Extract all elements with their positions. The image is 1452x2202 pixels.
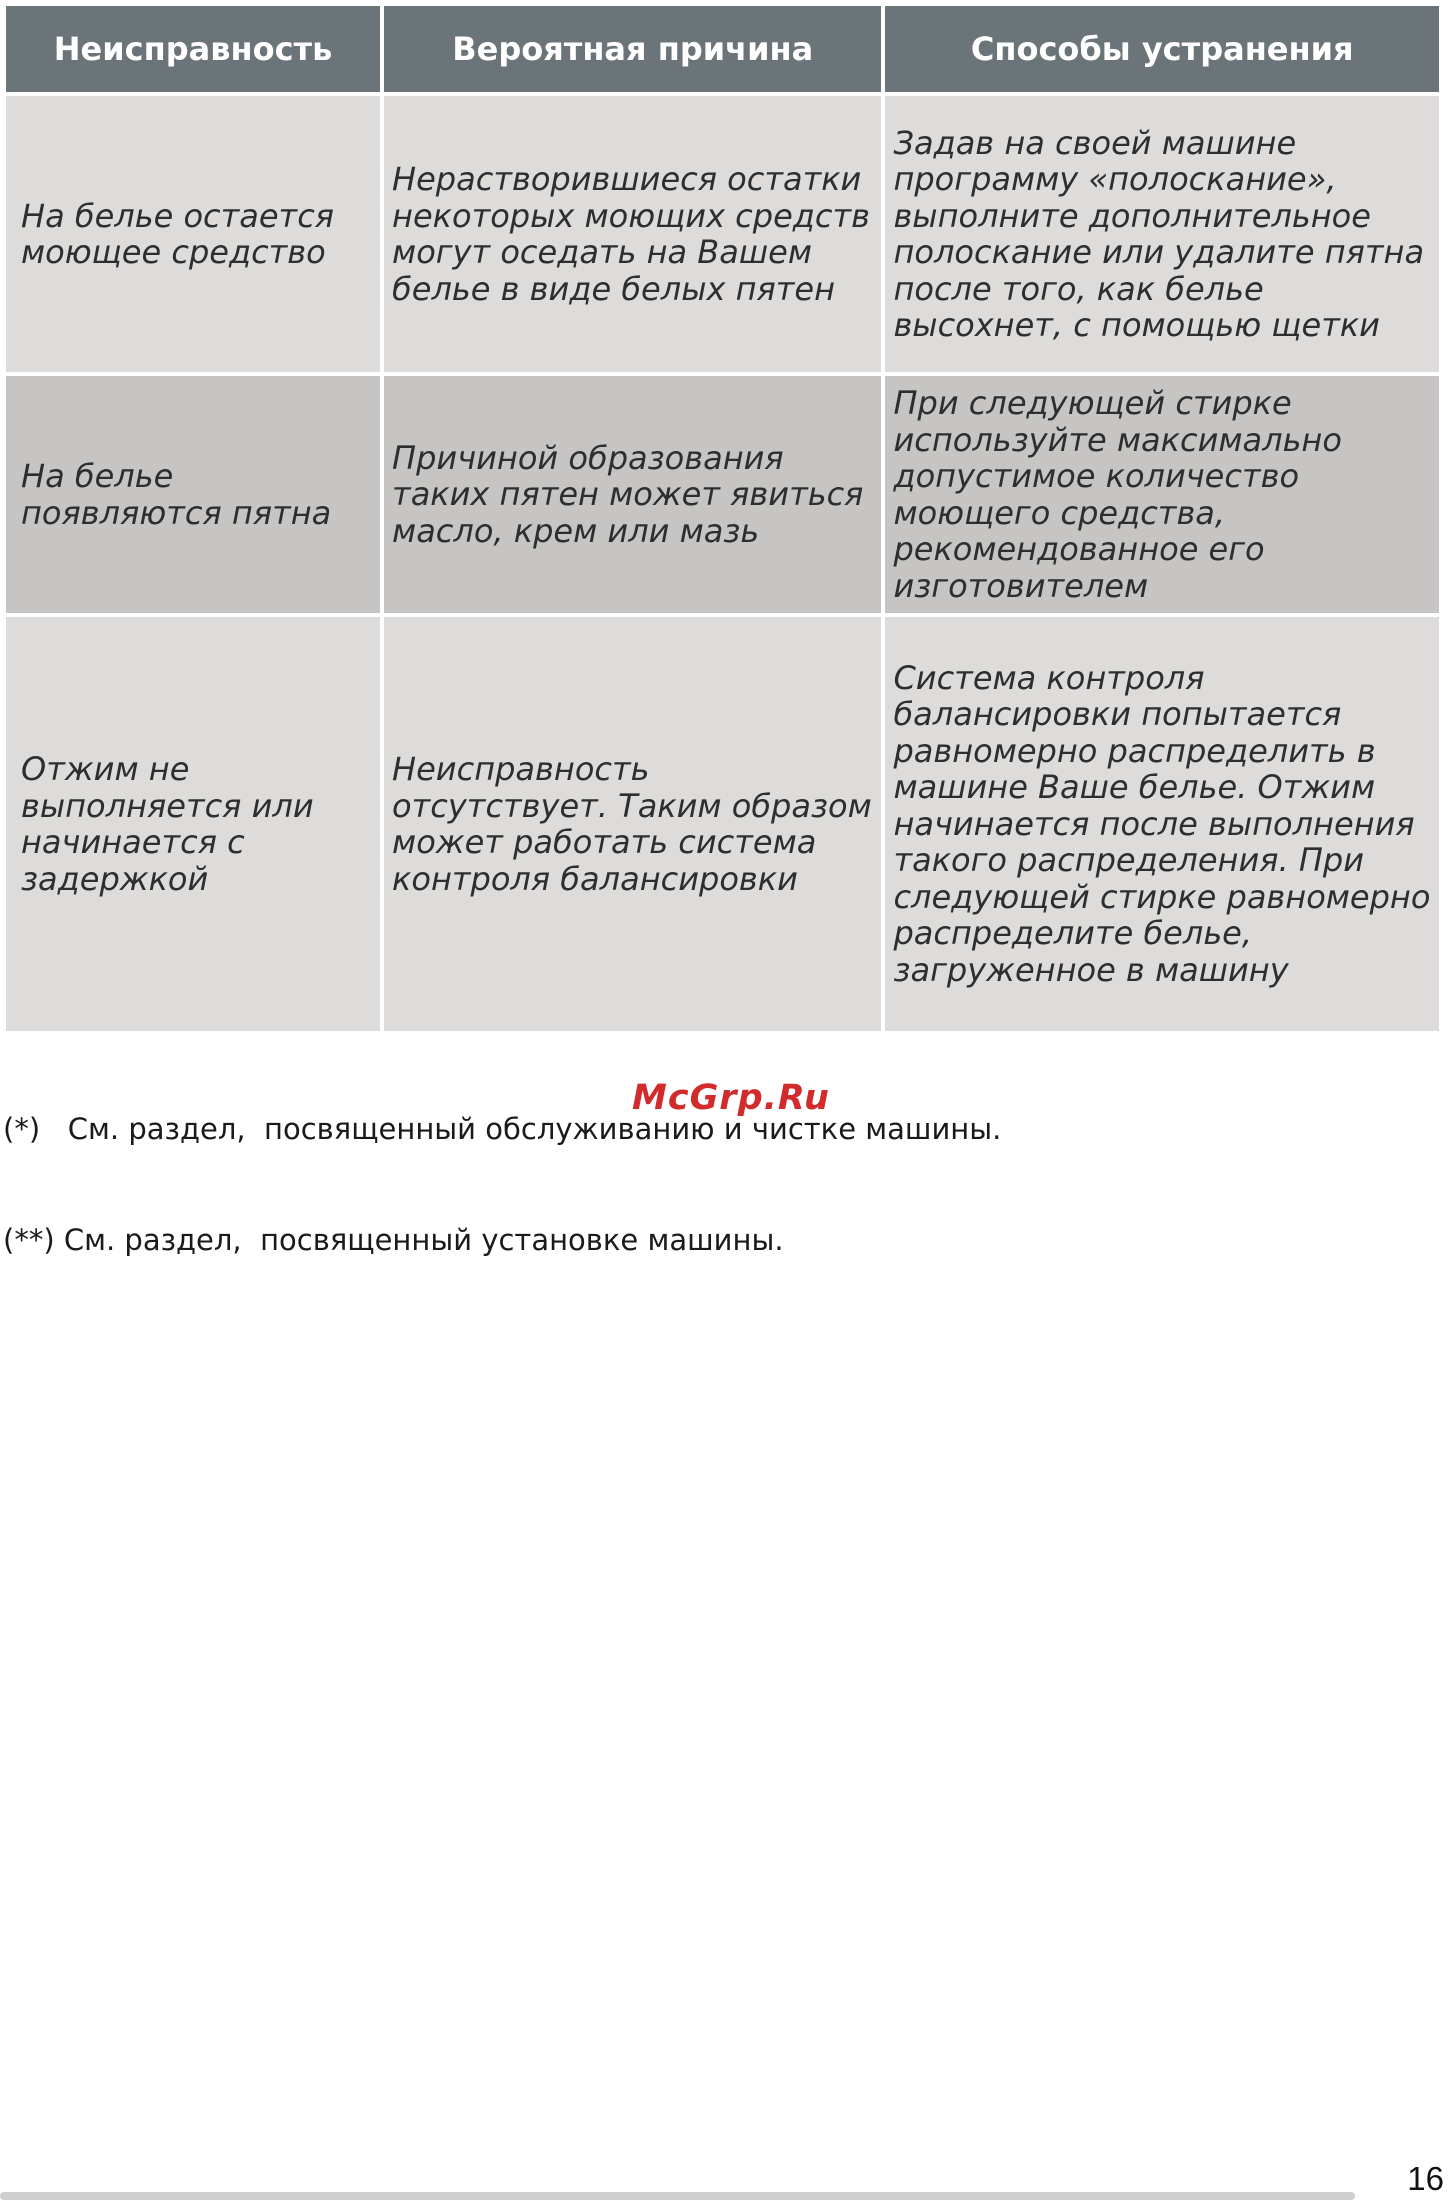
watermark-logo: McGrp.Ru: [632, 1078, 830, 1118]
header-cause: Вероятная причина: [384, 6, 881, 92]
cause-cell: Нерастворившиеся остатки некоторых моющих средств могут оседать на Вашем белье в виде белых пятен: [384, 96, 881, 372]
footnote-maintenance: (*) См. раздел, посвященный обслуживанию и чистке машины.: [3, 1112, 1002, 1146]
problem-cell: На белье остается моющее средство: [6, 96, 380, 372]
table-row: [6, 96, 1439, 372]
page-number: 16: [1407, 2160, 1444, 2197]
problem-cell: На белье появляются пятна: [6, 376, 380, 613]
solution-cell: Система контроля балансировки попытается равномерно распределить в машине Ваше белье. Отжим начинается после выполнения такого распределения. При следующей стирке равномерно распределите белье, загруженное в машину: [885, 617, 1439, 1031]
problem-cell: Отжим не выполняется или начинается с задержкой: [6, 617, 380, 1031]
cause-cell: Неисправность отсутствует. Таким образом может работать система контроля балансировки: [384, 617, 881, 1031]
troubleshooting-table: [2, 2, 1443, 1035]
header-problem: Неисправность: [6, 6, 380, 92]
table-row: [6, 376, 1439, 613]
table-header-row: [6, 6, 1439, 92]
cause-cell: Причиной образования таких пятен может явиться масло, крем или мазь: [384, 376, 881, 613]
solution-cell: Задав на своей машине программу «полоскание», выполните дополнительное полоскание или удалите пятна после того, как белье высохнет, с помощью щетки: [885, 96, 1439, 372]
footnote-installation: (**) См. раздел, посвященный установке машины.: [3, 1223, 784, 1257]
footnotes: [3, 1037, 1001, 1333]
table-row: [6, 617, 1439, 1031]
bottom-divider: [0, 2192, 1355, 2200]
solution-cell: При следующей стирке используйте максимально допустимое количество моющего средства, рекомендованное его изготовителем: [885, 376, 1439, 613]
header-solution: Способы устранения: [885, 6, 1439, 92]
